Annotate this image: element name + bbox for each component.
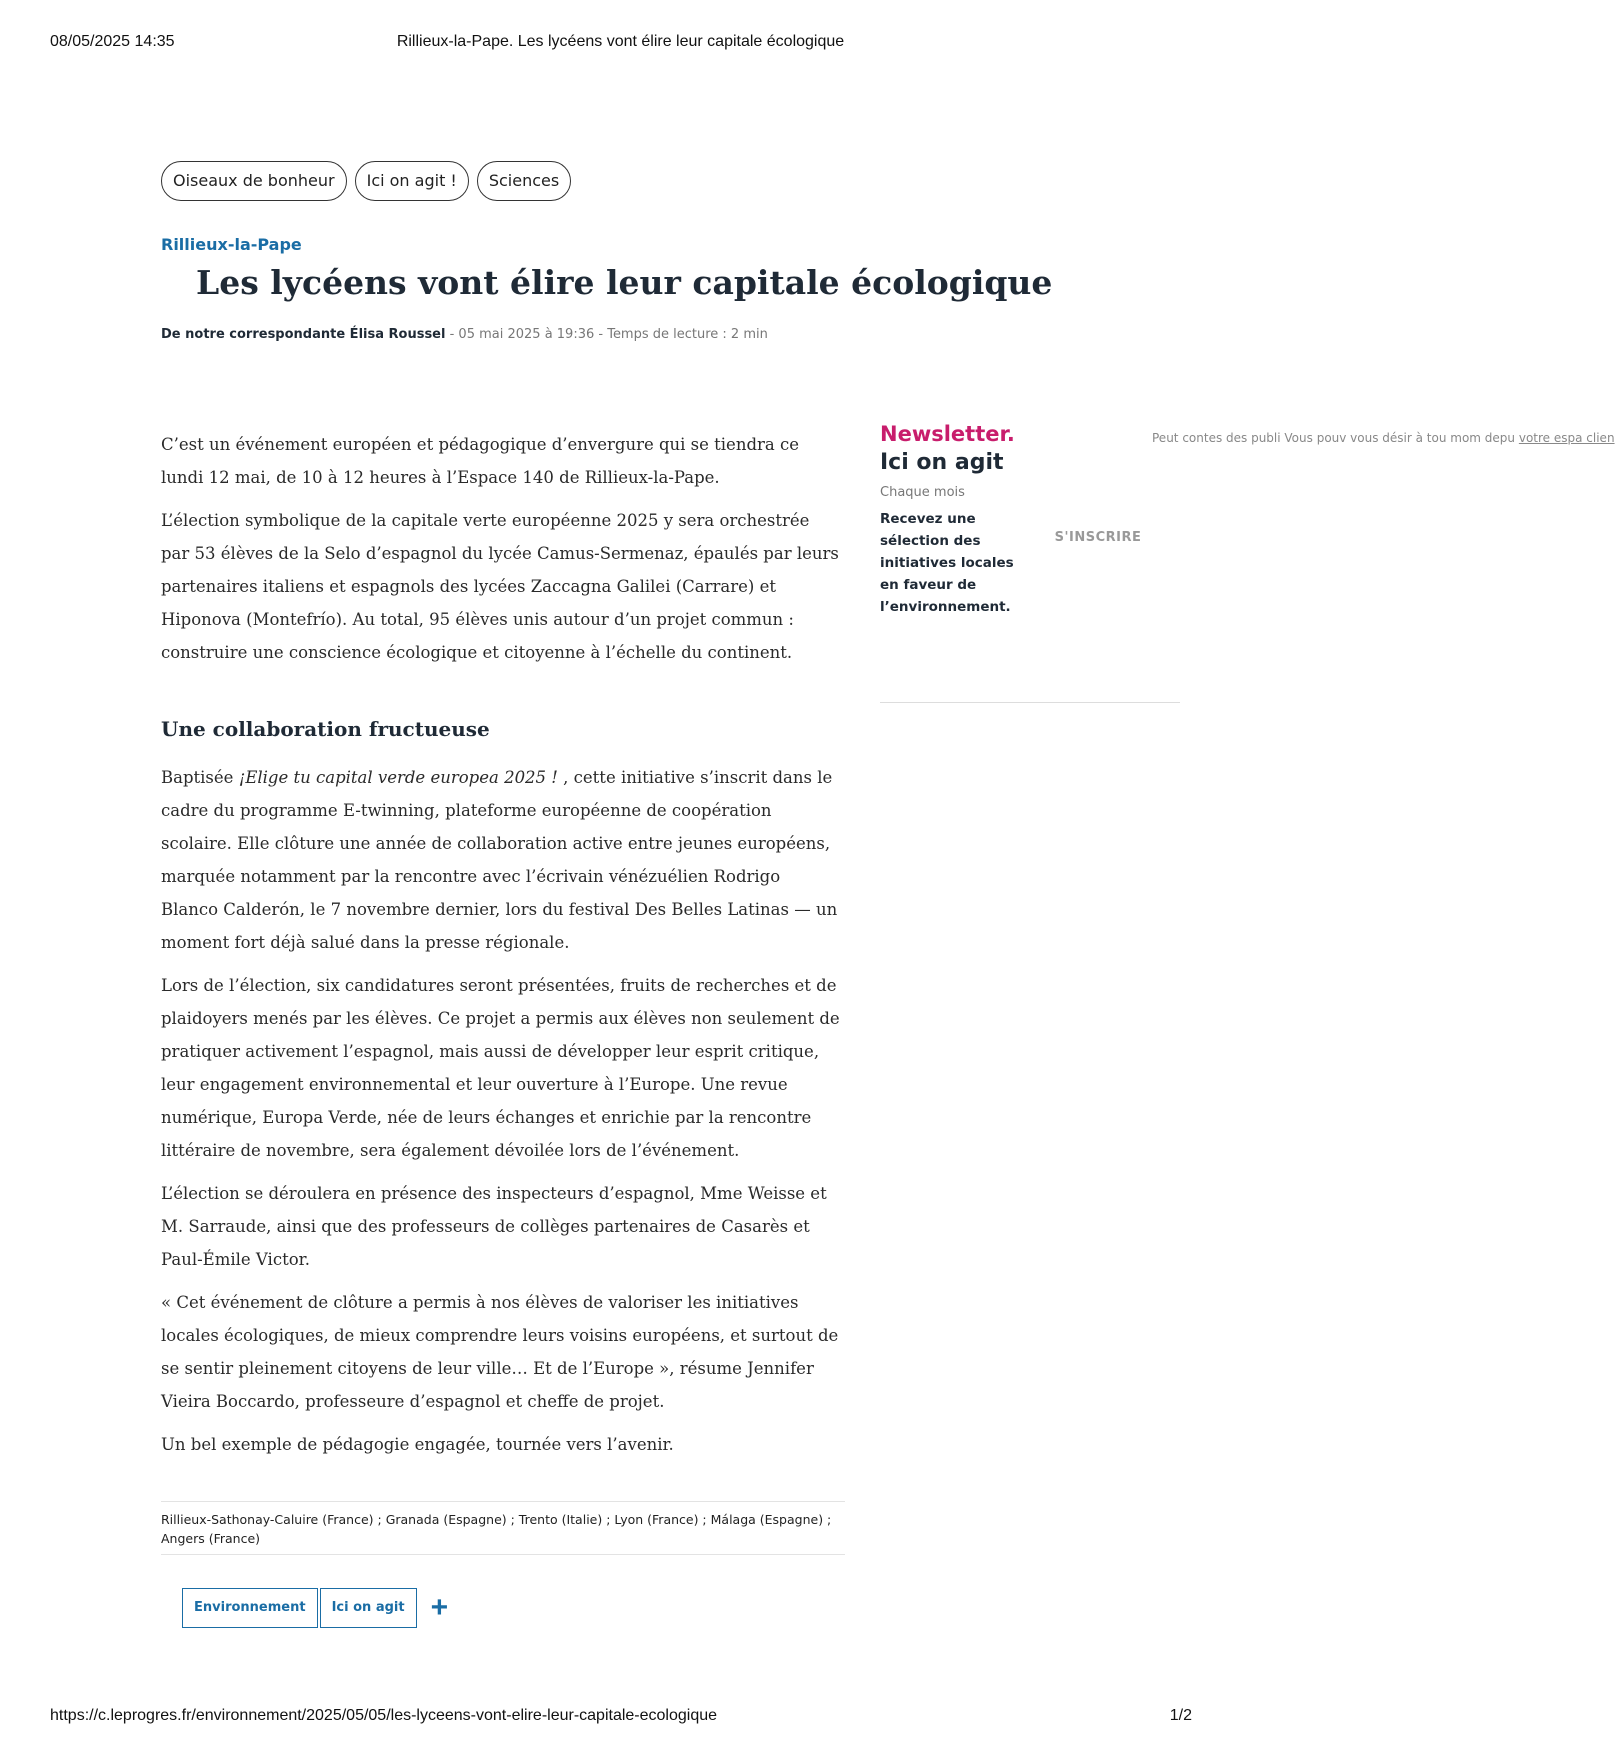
- newsletter-title: Newsletter.: [880, 422, 1015, 446]
- print-datetime: 08/05/2025 14:35: [50, 33, 175, 50]
- bottom-tags: [182, 1588, 448, 1628]
- paragraph: C’est un événement européen et pédagogique d’envergure qui se tiendra ce lundi 12 mai, de 10 à 12 heures à l’Espace 140 de Rillieux-la-Pape.: [161, 435, 799, 487]
- subscribe-button[interactable]: S'INSCRIRE: [1054, 530, 1142, 545]
- side-text: Peut contes des publi Vous pouv vous désir à tou mom depu: [1152, 431, 1516, 445]
- paragraph-prefix: Baptisée: [161, 768, 239, 787]
- tag-oiseaux-de-bonheur[interactable]: Oiseaux de bonheur: [161, 161, 347, 201]
- newsletter-side-text: [1152, 430, 1615, 448]
- tag-ici-on-agit-bottom[interactable]: Ici on agit: [320, 1588, 417, 1628]
- plus-icon[interactable]: +: [430, 1591, 449, 1624]
- campaign-title: ¡Elige tu capital verde europea 2025 !: [238, 768, 558, 787]
- section-heading: Une collaboration fructueuse: [161, 717, 490, 741]
- print-title: Rillieux-la-Pape. Les lycéens vont élire leur capitale écologique: [396, 33, 845, 50]
- article-byline: [161, 327, 768, 342]
- byline-author: De notre correspondante Élisa Roussel: [161, 327, 446, 342]
- newsletter-box: [880, 418, 1615, 703]
- top-tags: [161, 161, 571, 201]
- paragraph: L’élection se déroulera en présence des inspecteurs d’espagnol, Mme Weisse et M. Sarraude, ainsi que des professeurs de collèges partenaires de Casarès et Paul-Émile Victor.: [161, 1184, 827, 1269]
- paragraph: Lors de l’élection, six candidatures seront présentées, fruits de recherches et de plaidoyers menés par les élèves. Ce projet a permis aux élèves non seulement de pratiquer activement l’espagnol, mais aussi de développer leur esprit critique, leur engagement environnemental et leur ouverture à l’Europe. Une revue numérique, Europa Verde, née de leurs échanges et enrichie par la rencontre littéraire de novembre, sera également dévoilée lors de l’événement.: [161, 976, 840, 1160]
- article-body: [161, 428, 841, 1471]
- article-kicker[interactable]: Rillieux-la-Pape: [161, 235, 302, 254]
- customer-space-link[interactable]: votre espa clien: [1518, 431, 1615, 445]
- paragraph-rest: , cette initiative s’inscrit dans le cadre du programme E-twinning, plateforme européenne de coopération scolaire. Elle clôture une année de collaboration active entre jeunes européens, marquée notamment par la rencontre avec l’écrivain vénézuélien Rodrigo Blanco Calderón, le 7 novembre dernier, lors du festival Des Belles Latinas — un moment fort déjà salué dans la presse régionale.: [161, 768, 838, 952]
- tag-environnement[interactable]: Environnement: [182, 1588, 318, 1628]
- tag-ici-on-agit[interactable]: Ici on agit !: [355, 161, 469, 201]
- newsletter-subtitle: Ici on agit: [880, 450, 1004, 475]
- print-page-number: 1/2: [1169, 1707, 1192, 1724]
- newsletter-description: Recevez une sélection des initiatives locales en faveur de l’environnement.: [880, 511, 1014, 615]
- paragraph: L’élection symbolique de la capitale verte européenne 2025 y sera orchestrée par 53 élèves de la Selo d’espagnol du lycée Camus-Sermenaz, épaulés par leurs partenaires italiens et espagnols des lycées Zaccagna Galilei (Carrare) et Hiponova (Montefrío). Au total, 95 élèves unis autour d’un projet commun : construire une conscience écologique et citoyenne à l’échelle du continent.: [161, 511, 839, 662]
- article-headline: Les lycéens vont élire leur capitale écologique: [196, 263, 1053, 302]
- paragraph: [161, 761, 841, 959]
- tag-sciences[interactable]: Sciences: [477, 161, 571, 201]
- quote-paragraph: « Cet événement de clôture a permis à nos élèves de valoriser les initiatives locales écologiques, de mieux comprendre leurs voisins européens, et surtout de se sentir pleinement citoyens de leur ville… Et de l’Europe », résume Jennifer Vieira Boccardo, professeure d’espagnol et cheffe de projet.: [161, 1293, 839, 1411]
- print-url: https://c.leprogres.fr/environnement/2025/05/05/les-lyceens-vont-elire-leur-capitale-ecologique: [50, 1707, 718, 1724]
- byline-meta: - 05 mai 2025 à 19:36 - Temps de lecture : 2 min: [445, 327, 768, 342]
- paragraph: Un bel exemple de pédagogie engagée, tournée vers l’avenir.: [161, 1435, 674, 1454]
- places-list: Rillieux-Sathonay-Caluire (France) ; Granada (Espagne) ; Trento (Italie) ; Lyon (France) ; Málaga (Espagne) ; Angers (France): [161, 1501, 845, 1555]
- newsletter-frequency: Chaque mois: [880, 485, 965, 500]
